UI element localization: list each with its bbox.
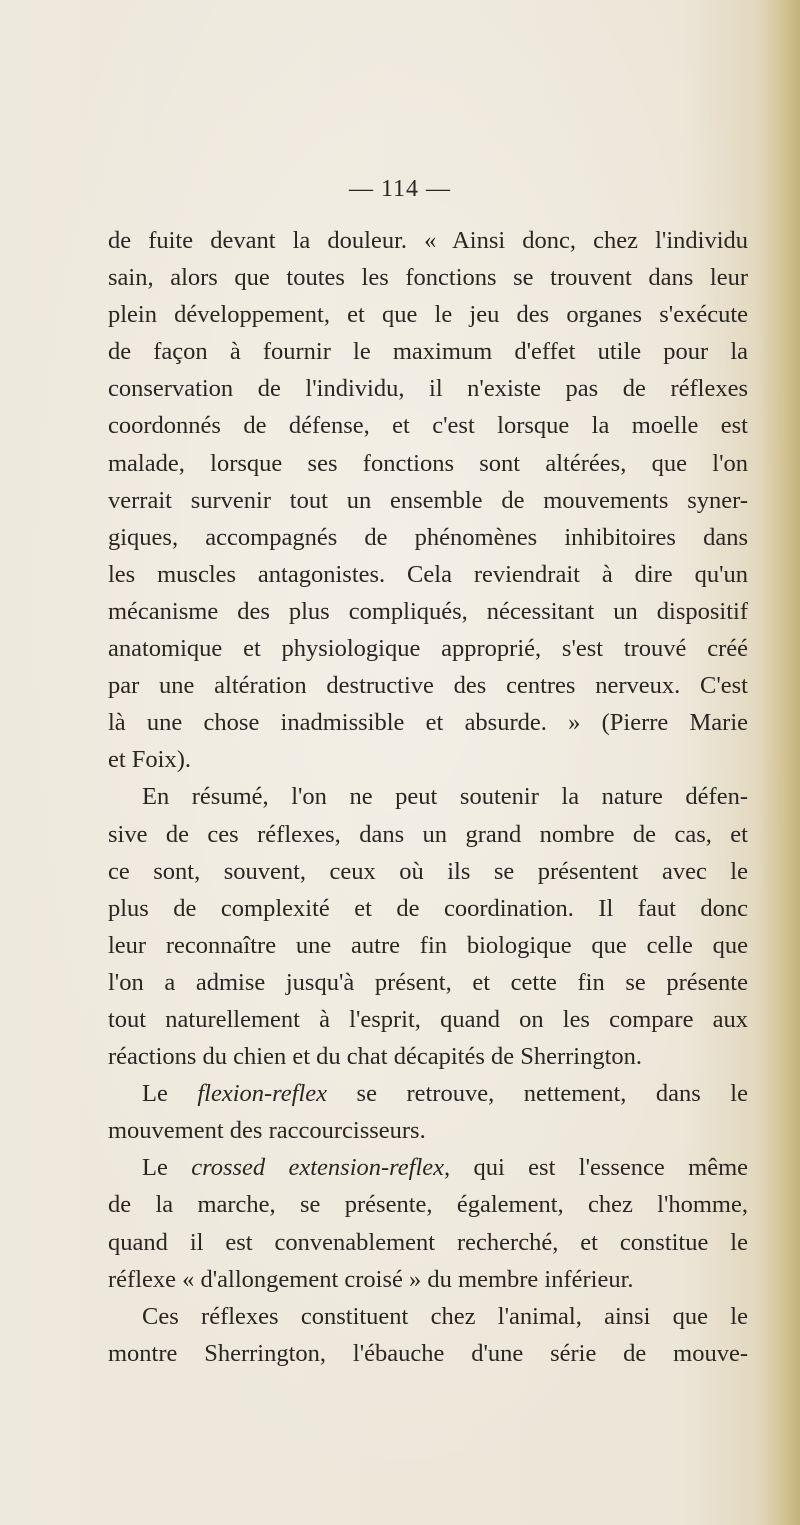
text-line: giques, accompagnés de phénomènes inhibitoires dans — [108, 523, 748, 551]
text-line: tout naturellement à l'esprit, quand on les compare aux — [108, 1005, 748, 1033]
text-segment: se retrouve, nettement, dans le — [327, 1080, 748, 1108]
text-line: sive de ces réflexes, dans un grand nombre de cas, et — [108, 820, 748, 848]
text-line: sain, alors que toutes les fonctions se trouvent dans leur — [108, 264, 748, 292]
text-line: montre Sherrington, l'ébauche d'une série de mouve- — [108, 1339, 748, 1367]
text-segment: , qui est l'essence même — [444, 1154, 749, 1182]
text-line: anatomique et physiologique approprié, s'est trouvé créé — [108, 635, 748, 663]
text-line: leur reconnaître une autre fin biologique que celle que — [108, 931, 748, 959]
text-line: de façon à fournir le maximum d'effet utile pour la — [108, 338, 748, 366]
text-line: ce sont, souvent, ceux où ils se présentent avec le — [108, 857, 748, 885]
text-line: réactions du chien et du chat décapités de Sherrington. — [108, 1043, 643, 1071]
text-line: plein développement, et que le jeu des organes s'exécute — [108, 301, 748, 329]
text-line — [108, 1149, 748, 1186]
page-edge-stain — [760, 0, 800, 1525]
text-line: malade, lorsque ses fonctions sont altérées, que l'on — [108, 449, 748, 477]
body-text — [108, 222, 748, 1372]
text-line: par une altération destructive des centres nerveux. C'est — [108, 672, 748, 700]
text-line: les muscles antagonistes. Cela reviendrait à dire qu'un — [108, 560, 748, 588]
text-line: plus de complexité et de coordination. Il faut donc — [108, 894, 748, 922]
text-line: l'on a admise jusqu'à présent, et cette fin se présente — [108, 968, 748, 996]
text-segment: Le — [142, 1154, 192, 1182]
text-line: conservation de l'individu, il n'existe pas de réflexes — [108, 375, 748, 403]
text-line: En résumé, l'on ne peut soutenir la nature défen- — [142, 783, 748, 811]
text-line — [108, 1075, 748, 1112]
page-number: — 114 — — [348, 176, 452, 202]
text-line: Ces réflexes constituent chez l'animal, ainsi que le — [142, 1302, 748, 1330]
text-line: réflexe « d'allongement croisé » du membre inférieur. — [108, 1265, 634, 1293]
italic-term: crossed extension-reflex — [191, 1154, 445, 1182]
text-line: là une chose inadmissible et absurde. » (Pierre Marie — [108, 709, 748, 737]
text-line: mécanisme des plus compliqués, nécessitant un dispositif — [108, 597, 748, 625]
text-line: de la marche, se présente, également, chez l'homme, — [108, 1191, 748, 1219]
italic-term: flexion-reflex — [197, 1080, 328, 1108]
text-line: quand il est convenablement recherché, et constitue le — [108, 1228, 748, 1256]
text-segment: Le — [142, 1080, 198, 1108]
text-line: de fuite devant la douleur. « Ainsi donc, chez l'individu — [108, 227, 748, 254]
text-line: et Foix). — [108, 746, 192, 774]
text-line: verrait survenir tout un ensemble de mouvements syner- — [108, 486, 748, 514]
text-line: coordonnés de défense, et c'est lorsque la moelle est — [108, 412, 748, 440]
text-line: mouvement des raccourcisseurs. — [108, 1117, 426, 1145]
